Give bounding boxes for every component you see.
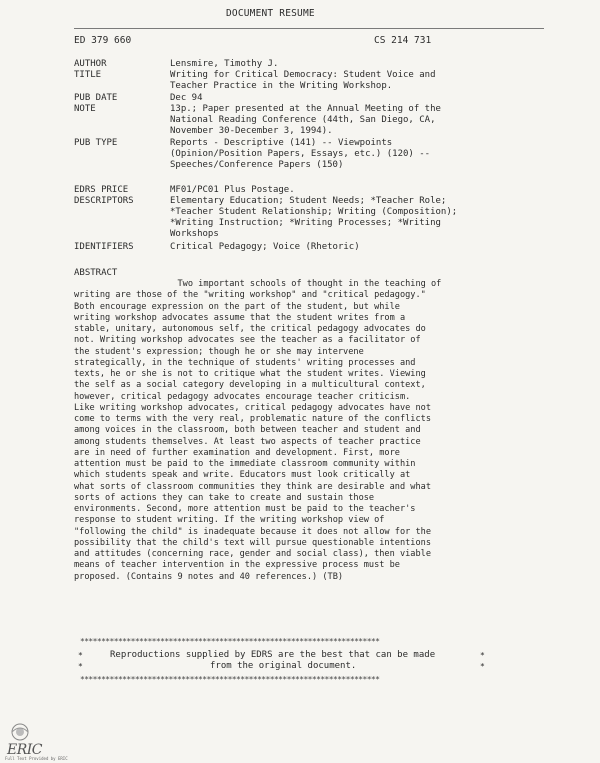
abstract-line: among students themselves. At least two aspects of teacher practice xyxy=(74,436,421,447)
field-value-identifiers: Critical Pedagogy; Voice (Rhetoric) xyxy=(170,242,360,252)
abstract-line: are in need of further examination and development. First, more xyxy=(74,447,400,458)
abstract-line: response to student writing. If the writing workshop view of xyxy=(74,515,385,526)
reproduction-line-2: from the original document. xyxy=(210,661,357,671)
abstract-line: the self as a social category developing in a multicultural context, xyxy=(74,380,426,391)
abstract-line: not. Writing workshop advocates see the teacher as a facilitator of xyxy=(74,335,421,346)
abstract-line: come to terms with the very real, problematic nature of the conflicts xyxy=(74,414,431,424)
abstract-line: attention must be paid to the immediate classroom community within xyxy=(74,459,416,469)
star-border-top: *********************************************************************** xyxy=(80,637,380,646)
abstract-heading: ABSTRACT xyxy=(74,268,118,278)
abstract-line: writing are those of the "writing workshop" and "critical pedagogy." xyxy=(74,290,426,301)
star-border-bottom: *********************************************************************** xyxy=(80,675,380,684)
field-value-author: Lensmire, Timothy J. xyxy=(170,59,279,69)
abstract-line: strategically, in the technique of students' writing processes and xyxy=(74,357,416,368)
eric-logo-text: ERIC xyxy=(7,742,43,758)
field-value-note: 13p.; Paper presented at the Annual Meeting of the National Reading Conference (44th, San Diego, CA, November 30-December 3, 1994). xyxy=(170,104,441,136)
star-mark: * xyxy=(480,662,485,671)
abstract-line: the student's expression; though he or she may intervene xyxy=(74,346,364,357)
field-label-note: NOTE xyxy=(74,104,96,114)
abstract-line: what sorts of classroom communities they think are desirable and what xyxy=(74,481,431,492)
field-value-pub-date: Dec 94 xyxy=(170,93,203,103)
field-label-descriptors: DESCRIPTORS xyxy=(74,196,134,206)
abstract-line: and attitudes (concerning race, gender and social class), then viable xyxy=(74,549,431,559)
abstract-line: possibility that the child's text will pursue questionable intentions xyxy=(74,537,431,548)
eric-logo-subtext: Full Text Provided by ERIC xyxy=(5,756,68,761)
reproduction-line-1: Reproductions supplied by EDRS are the best that can be made xyxy=(110,650,436,660)
document-title: DOCUMENT RESUME xyxy=(226,8,315,19)
star-mark: * xyxy=(78,662,83,671)
cs-number: CS 214 731 xyxy=(374,35,432,46)
field-label-edrs-price: EDRS PRICE xyxy=(74,185,129,195)
abstract-line: sorts of actions they can take to create and sustain those xyxy=(74,492,375,503)
abstract-line: among voices in the classroom, both between teacher and student and xyxy=(74,425,421,436)
field-value-edrs-price: MF01/PC01 Plus Postage. xyxy=(170,185,295,195)
star-mark: * xyxy=(78,651,83,660)
abstract-line: means of teacher intervention in the expressive process must be xyxy=(74,560,400,571)
abstract-line: texts, he or she is not to critique what the student writes. Viewing xyxy=(74,369,426,379)
field-label-title: TITLE xyxy=(74,70,102,80)
abstract-line: however, critical pedagogy advocates encourage teacher criticism. xyxy=(74,391,411,402)
abstract-line: writing workshop advocates assume that the student writes from a xyxy=(74,312,406,323)
field-value-pub-type: Reports - Descriptive (141) -- Viewpoints (Opinion/Position Papers, Essays, etc.) (120) -- Speeches/Conference Papers (150) xyxy=(170,138,431,170)
abstract-line: "following the child" is inadequate because it does not allow for the xyxy=(74,526,431,537)
field-label-identifiers: IDENTIFIERS xyxy=(74,242,134,252)
abstract-line: Both encourage expression on the part of the student, but while xyxy=(74,301,400,312)
ed-number: ED 379 660 xyxy=(74,35,132,46)
header-rule xyxy=(74,28,544,29)
field-value-title: Writing for Critical Democracy: Student Voice and Teacher Practice in the Writing Workshop. xyxy=(170,70,436,91)
abstract-line: Two important schools of thought in the teaching of xyxy=(74,279,442,289)
field-label-pub-date: PUB DATE xyxy=(74,93,118,103)
field-value-descriptors: Elementary Education; Student Needs; *Teacher Role; *Teacher Student Relationship; Writing (Composition); *Writing Instruction; *Writing Processes; *Writing Workshops xyxy=(170,196,458,239)
abstract-body xyxy=(74,279,544,583)
field-label-pub-type: PUB TYPE xyxy=(74,138,118,148)
abstract-line: stable, unitary, autonomous self, the critical pedagogy advocates do xyxy=(74,324,426,334)
abstract-line: proposed. (Contains 9 notes and 40 references.) (TB) xyxy=(74,571,344,582)
abstract-line: Like writing workshop advocates, critical pedagogy advocates have not xyxy=(74,402,431,413)
star-mark: * xyxy=(480,651,485,660)
abstract-line: environments. Second, more attention must be paid to the teacher's xyxy=(74,504,416,514)
abstract-line: which students speak and write. Educators must look critically at xyxy=(74,470,411,481)
field-label-author: AUTHOR xyxy=(74,59,107,69)
